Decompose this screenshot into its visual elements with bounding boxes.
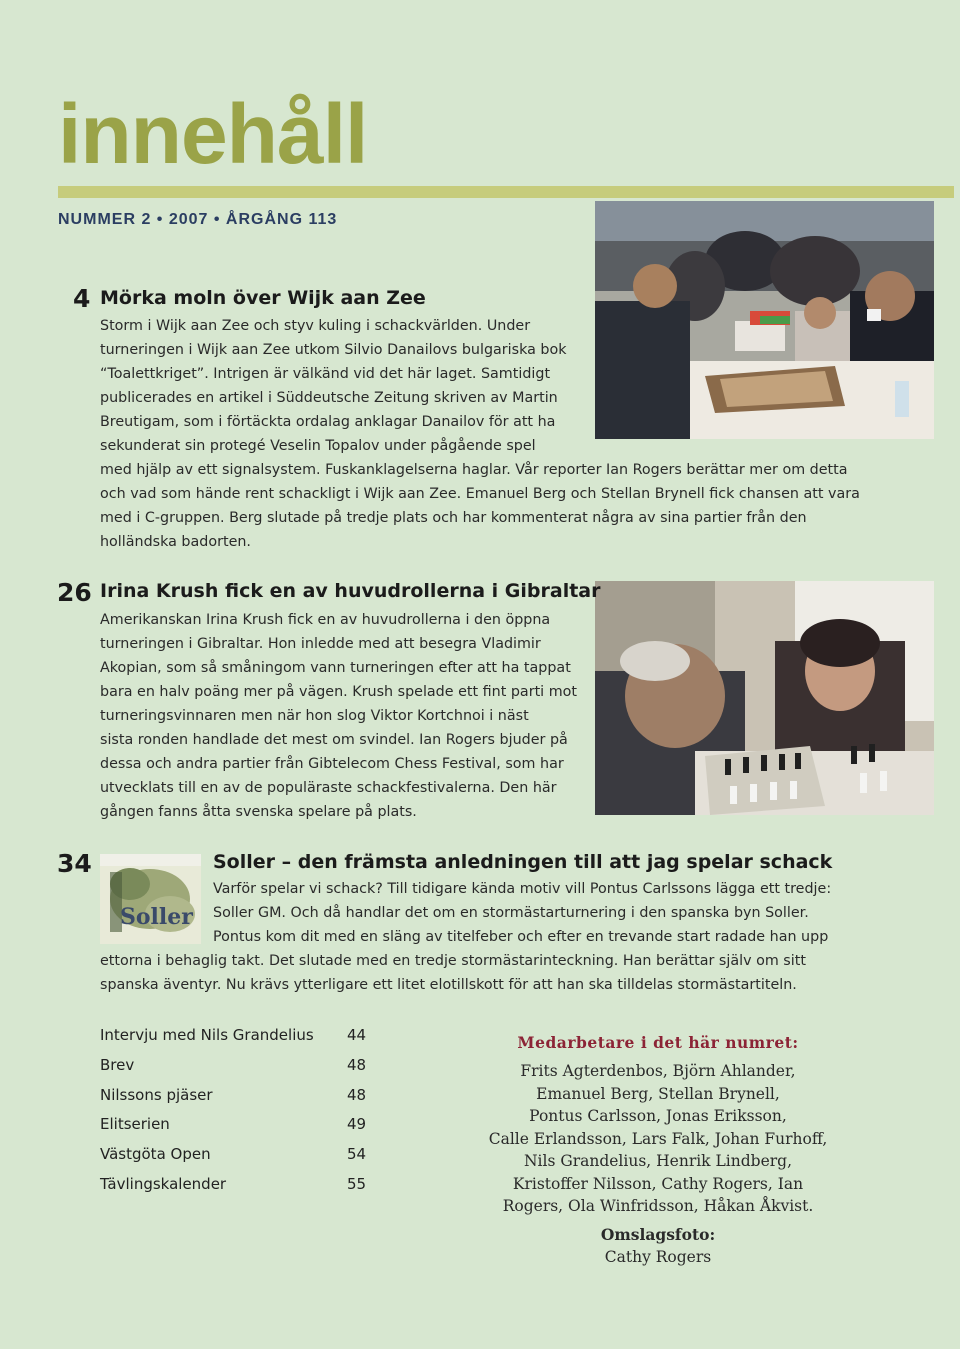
body-line: Storm i Wijk aan Zee och styv kuling i schackvärlden. Under: [100, 318, 531, 334]
toc-label: Nilssons pjäser: [100, 1086, 213, 1104]
contributor-line: Pontus Carlsson, Jonas Eriksson,: [529, 1107, 787, 1125]
photo-chess-game: [595, 581, 934, 815]
page-title: innehåll: [58, 87, 368, 181]
cover-photo-credit: [478, 1225, 838, 1266]
toc-page: 48: [347, 1086, 367, 1104]
toc-page: 49: [347, 1115, 367, 1133]
body-line: gången fanns åtta svenska spelare på plats.: [100, 804, 417, 820]
body-line: Amerikanskan Irina Krush fick en av huvudrollerna i den öppna: [100, 612, 551, 628]
body-line: turneringsvinnaren men när hon slog Viktor Kortchnoi i näst: [100, 708, 529, 724]
body-line: med hjälp av ett signalsystem. Fuskanklagelserna haglar. Vår reporter Ian Rogers berättar mer om detta: [100, 462, 848, 478]
body-line: ettorna i behaglig takt. Det slutade med en tredje stormästarinteckning. Han berättar själv om sitt: [100, 953, 806, 969]
article-headline[interactable]: Mörka moln över Wijk aan Zee: [100, 287, 426, 309]
toc-item[interactable]: [100, 1086, 380, 1116]
toc-page: 48: [347, 1056, 367, 1074]
body-line: “Toalettkriget”. Intrigen är välkänd vid det här laget. Samtidigt: [100, 366, 551, 382]
soller-logo-text: Soller: [120, 904, 193, 930]
cover-photo-name: Cathy Rogers: [604, 1248, 712, 1266]
toc-page: 55: [347, 1175, 367, 1193]
article-headline[interactable]: Soller – den främsta anledningen till att jag spelar schack: [213, 851, 833, 873]
body-line: sista ronden handlade det mest om svindel. Ian Rogers bjuder på: [100, 732, 568, 748]
contributor-line: Nils Grandelius, Henrik Lindberg,: [523, 1152, 793, 1170]
contributors-box: [478, 1033, 838, 1218]
body-line: spanska äventyr. Nu krävs ytterligare ett litet elotillskott för att han ska tilldelas stormästartiteln.: [100, 977, 797, 993]
body-line: Soller GM. Och då handlar det om en stormästarturnering i den spanska byn Soller.: [213, 905, 809, 921]
title-rule: [58, 186, 954, 198]
toc-item[interactable]: [100, 1145, 380, 1175]
article-body: [100, 949, 806, 997]
body-line: turneringen i Wijk aan Zee utkom Silvio Danailovs bulgariska bok: [100, 342, 567, 358]
toc-list: [100, 1026, 380, 1206]
article-headline[interactable]: Irina Krush fick en av huvudrollerna i Gibraltar: [100, 580, 601, 602]
article-page-number: 26: [57, 578, 92, 607]
article-body-indented: [213, 877, 831, 949]
contributor-line: Frits Agterdenbos, Björn Ahlander,: [520, 1062, 796, 1080]
body-line: Akopian, som så småningom vann turneringen efter att ha tappat: [100, 660, 571, 676]
toc-page: 54: [347, 1145, 367, 1163]
body-line: Pontus kom dit med en släng av titelfeber och efter en trevande start radade han upp: [213, 929, 829, 945]
article-page-number: 4: [73, 284, 91, 313]
body-line: dessa och andra partier från Gibtelecom Chess Festival, som har: [100, 756, 564, 772]
toc-item[interactable]: [100, 1175, 380, 1205]
toc-label: Intervju med Nils Grandelius: [100, 1026, 314, 1044]
article-body: [100, 608, 577, 824]
toc-label: Tävlingskalender: [100, 1175, 227, 1193]
toc-page: 44: [347, 1026, 367, 1044]
body-line: utvecklats till en av de populäraste schackfestivalerna. Den här: [100, 780, 557, 796]
contributors-heading: Medarbetare i det här numret:: [517, 1033, 799, 1052]
article-page-number: 34: [57, 849, 92, 878]
contributors-list: [478, 1060, 838, 1218]
body-line: sekunderat sin protegé Veselin Topalov under pågående spel: [100, 438, 536, 454]
toc-label: Elitserien: [100, 1115, 170, 1133]
contributor-line: Calle Erlandsson, Lars Falk, Johan Furhoff,: [488, 1129, 828, 1148]
issue-line: NUMMER 2 • 2007 • ÅRGÅNG 113: [58, 211, 338, 228]
cover-photo-heading: Omslagsfoto:: [600, 1225, 716, 1244]
body-line: bara en halv poäng mer på vägen. Krush spelade ett fint parti mot: [100, 684, 577, 700]
toc-item[interactable]: [100, 1026, 380, 1056]
contributor-line: Kristoffer Nilsson, Cathy Rogers, Ian: [512, 1174, 804, 1193]
chess-game-image: [595, 581, 934, 815]
article-body: [100, 314, 860, 554]
toc-item[interactable]: [100, 1115, 380, 1145]
soller-logo-image: [100, 854, 201, 944]
body-line: Breutigam, som i förtäckta ordalag anklagar Danailov för att ha: [100, 414, 556, 430]
contributor-line: Emanuel Berg, Stellan Brynell,: [536, 1084, 780, 1103]
body-line: turneringen i Gibraltar. Hon inledde med att besegra Vladimir: [100, 636, 541, 652]
body-line: publicerades en artikel i Süddeutsche Zeitung skriven av Martin: [100, 390, 558, 406]
body-line: Varför spelar vi schack? Till tidigare kända motiv vill Pontus Carlssons lägga ett tredje:: [213, 881, 832, 897]
toc-item[interactable]: [100, 1056, 380, 1086]
soller-logo: [100, 854, 201, 944]
contributor-line: Rogers, Ola Winfridsson, Håkan Åkvist.: [502, 1197, 814, 1215]
body-line: med i C-gruppen. Berg slutade på tredje plats och har kommenterat några av sina partier från den: [100, 510, 807, 526]
body-line: holländska badorten.: [100, 534, 251, 550]
toc-label: Västgöta Open: [100, 1145, 211, 1163]
toc-label: Brev: [100, 1056, 135, 1074]
body-line: och vad som hände rent schackligt i Wijk aan Zee. Emanuel Berg och Stellan Brynell fick chansen att vara: [100, 486, 860, 502]
